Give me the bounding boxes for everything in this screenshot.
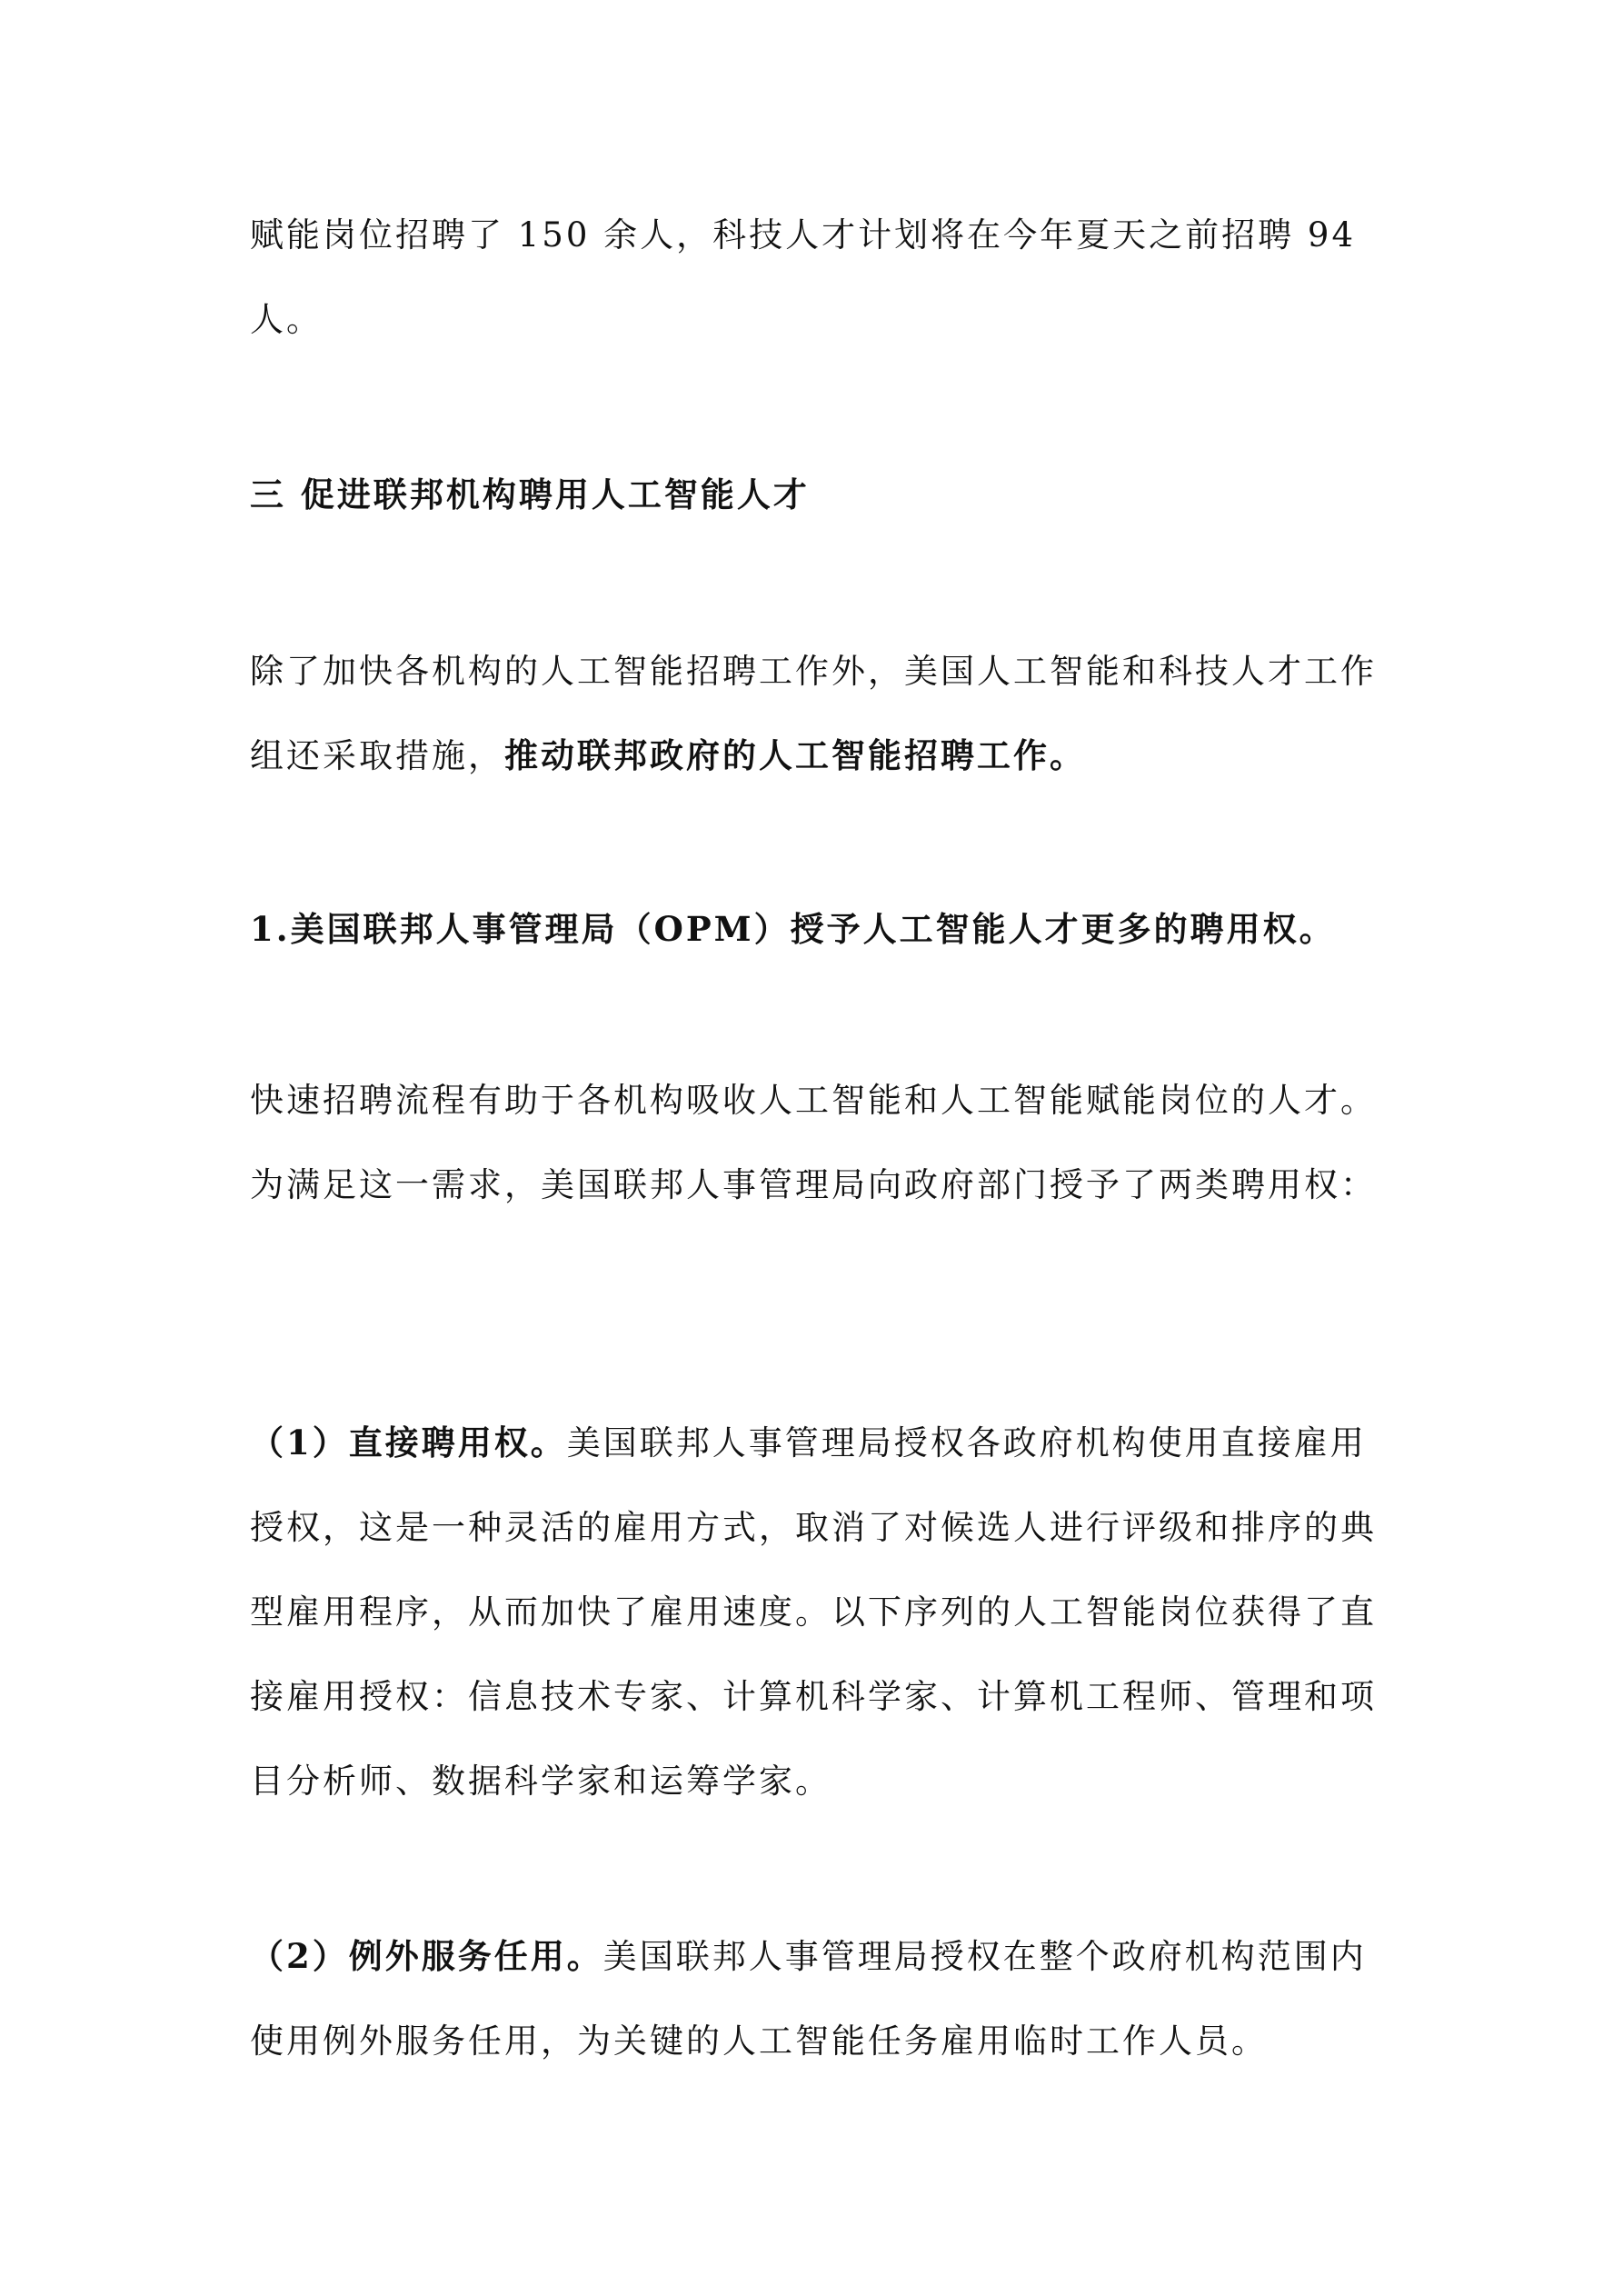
fast-hiring-text: 快速招聘流程有助于各机构吸收人工智能和人工智能赋能岗位的人才。为满足这一需求，美国联邦人事管理局向政府部门授予了两类聘用权： xyxy=(250,1081,1377,1204)
intro-paragraph xyxy=(250,629,1377,798)
list-item-1-label: （1）直接聘用权。 xyxy=(250,1423,567,1462)
continuation-paragraph xyxy=(250,193,1377,362)
intro-bold-text: 推动联邦政府的人工智能招聘工作。 xyxy=(504,735,1086,775)
intro-text xyxy=(250,629,1377,798)
list-item-2-body: 美国联邦人事管理局授权在整个政府机构范围内使用例外服务任用，为关键的人工智能任务雇用临时工作人员。 xyxy=(250,1937,1367,2061)
fast-hiring-paragraph xyxy=(250,1058,1377,1227)
sub-heading-1-text: 1.美国联邦人事管理局（OPM）授予人工智能人才更多的聘用权。 xyxy=(250,909,1336,949)
list-item-1 xyxy=(250,1401,1377,1823)
list-item-2 xyxy=(250,1914,1377,2083)
section-heading xyxy=(250,453,1377,537)
section-heading-text: 三 促进联邦机构聘用人工智能人才 xyxy=(250,474,810,514)
list-item-1-text xyxy=(250,1401,1377,1823)
continuation-text: 赋能岗位招聘了 150 余人，科技人才计划将在今年夏天之前招聘 94 人。 xyxy=(250,215,1356,339)
list-item-2-label: （2）例外服务任用。 xyxy=(250,1936,603,1976)
intro-normal-text: 除了加快各机构的人工智能招聘工作外，美国人工智能和科技人才工作组还采取措施， xyxy=(250,652,1377,775)
sub-heading-1 xyxy=(250,887,1377,972)
list-item-2-text xyxy=(250,1914,1377,2083)
list-item-1-body: 美国联邦人事管理局授权各政府机构使用直接雇用授权，这是一种灵活的雇用方式，取消了对候选人进行评级和排序的典型雇用程序，从而加快了雇用速度。以下序列的人工智能岗位获得了直接雇用授权：信息技术专家、计算机科学家、计算机工程师、管理和项目分析师、数据科学家和运筹学家。 xyxy=(250,1423,1377,1801)
